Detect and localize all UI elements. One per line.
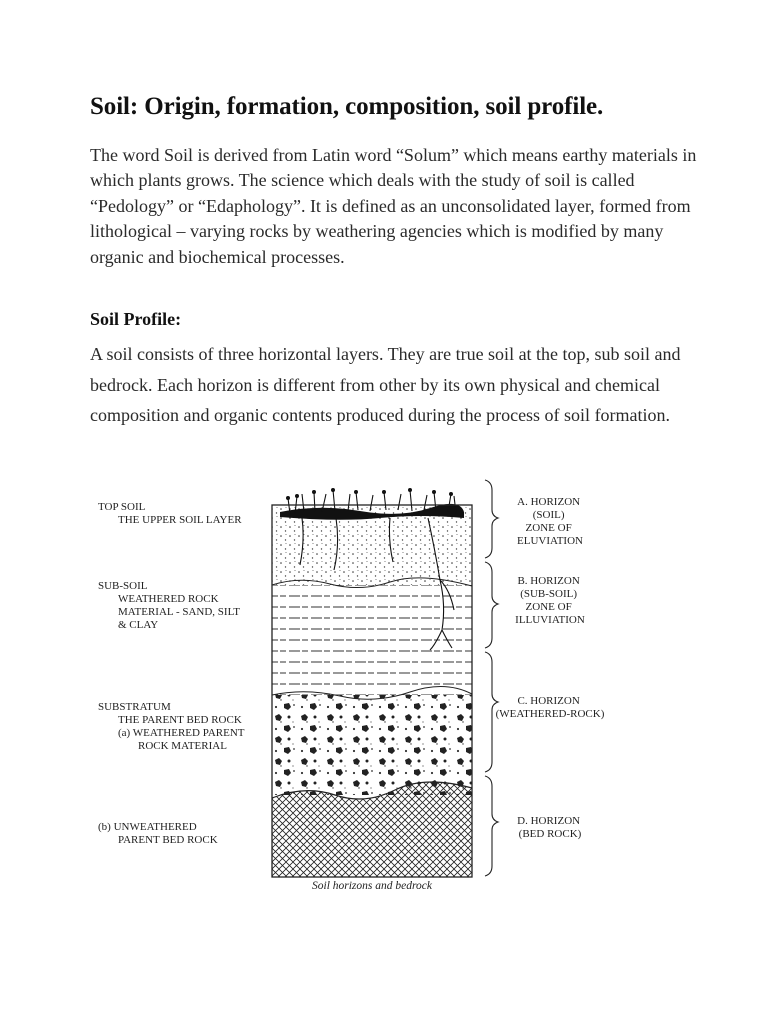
sub-soil-layer: [272, 585, 472, 695]
label-a-horizon: A. HORIZON (SOIL) ZONE OF ELUVIATION: [517, 496, 583, 547]
figure-caption: Soil horizons and bedrock: [312, 880, 432, 892]
profile-column: [272, 488, 472, 877]
label-d-horizon: D. HORIZON (BED ROCK): [517, 815, 582, 840]
label-substratum: SUBSTRATUM THE PARENT BED ROCK (a) WEATHERED PARENT ROCK MATERIAL: [98, 701, 245, 752]
bed-rock-layer: [272, 782, 472, 877]
page-title: Soil: Origin, formation, composition, soil profile.: [90, 93, 604, 120]
label-unweathered: (b) UNWEATHERED PARENT BED ROCK: [98, 821, 218, 846]
horizon-braces: [485, 480, 498, 876]
label-top-soil: TOP SOIL THE UPPER SOIL LAYER: [98, 501, 242, 526]
label-b-horizon: B. HORIZON (SUB-SOIL) ZONE OF ILLUVIATION: [515, 575, 585, 626]
label-c-horizon: C. HORIZON (WEATHERED-ROCK): [495, 695, 605, 720]
intro-paragraph: The word Soil is derived from Latin word “Solum” which means earthy materials in which plants grows. The science which deals with the study of soil is called “Pedology” or “Edaphology”. It is defined as an unconsolidated layer, formed from lithological – varying rocks by weathering agencies which is modified by many organic and biochemical processes.: [90, 145, 697, 267]
soil-profile-paragraph: A soil consists of three horizontal layers. They are true soil at the top, sub soil and bedrock. Each horizon is different from other by its own physical and chemical composition and organic contents produced during the process of soil formation.: [90, 344, 681, 425]
soil-profile-figure: [90, 470, 650, 900]
substratum-layer: [272, 695, 472, 795]
label-sub-soil: SUB-SOIL WEATHERED ROCK MATERIAL - SAND, SILT & CLAY: [98, 580, 240, 631]
section-heading-soil-profile: Soil Profile:: [90, 309, 182, 329]
